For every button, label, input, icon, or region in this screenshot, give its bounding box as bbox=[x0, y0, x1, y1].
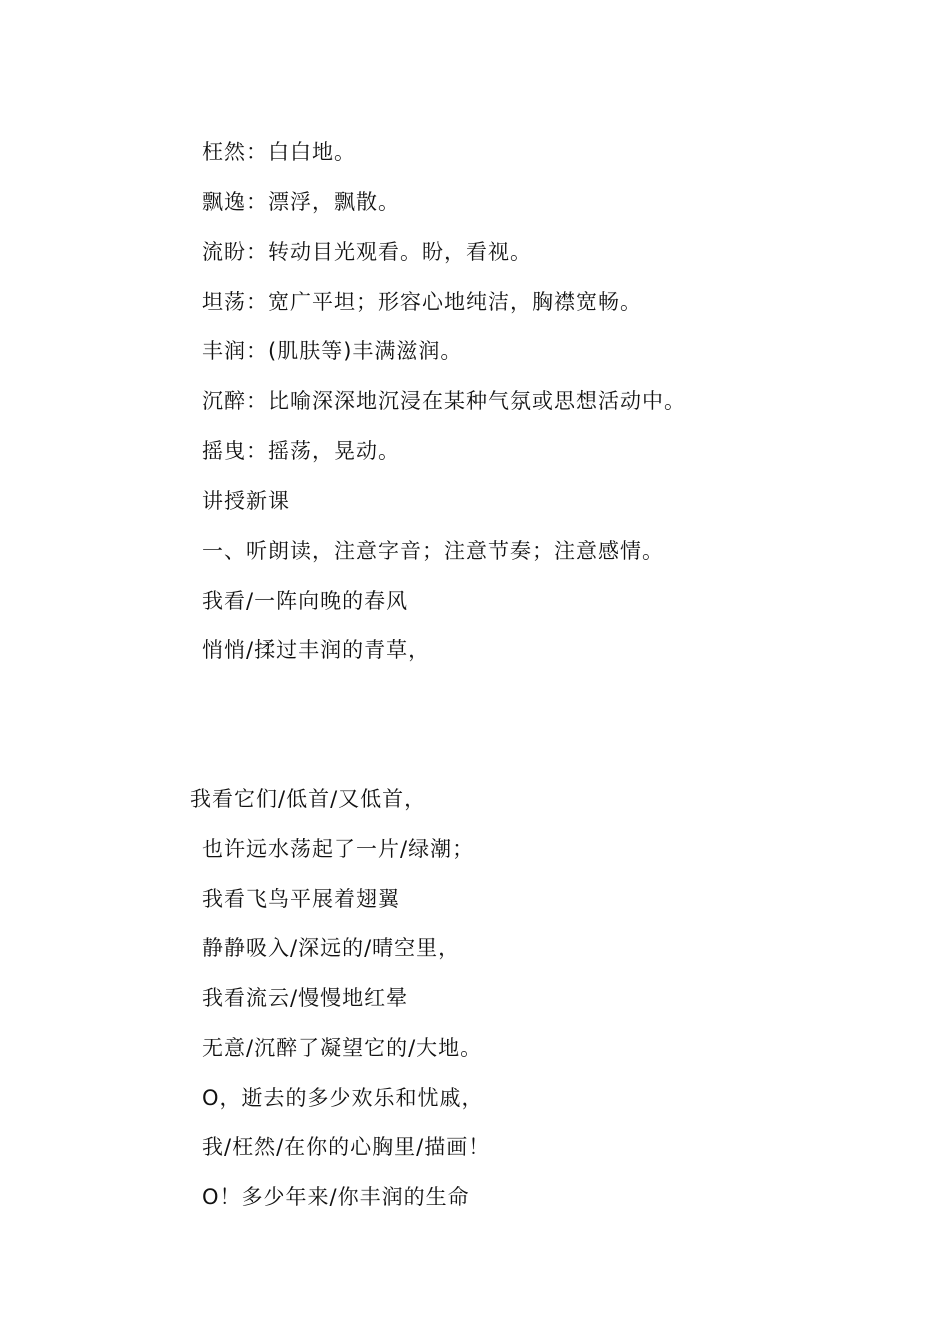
poem-line: 我/枉然/在你的心胸里/描画！ bbox=[202, 1135, 491, 1159]
text-line: 枉然：白白地。 bbox=[202, 140, 356, 164]
poem-line: O！多少年来/你丰润的生命 bbox=[202, 1185, 470, 1209]
poem-line: O，逝去的多少欢乐和忧戚， bbox=[202, 1086, 484, 1110]
text-line: 一、听朗读，注意字音；注意节奏；注意感情。 bbox=[202, 539, 664, 563]
poem-line: 也许远水荡起了一片/绿潮； bbox=[202, 837, 475, 861]
text-line: 沉醉：比喻深深地沉浸在某种气氛或思想活动中。 bbox=[202, 389, 686, 413]
poem-line: 我看它们/低首/又低首， bbox=[190, 787, 427, 811]
text-line: 流盼：转动目光观看。盼，看视。 bbox=[202, 240, 532, 264]
poem-line: 悄悄/揉过丰润的青草， bbox=[202, 638, 431, 662]
poem-line: 我看/一阵向晚的春风 bbox=[202, 589, 409, 613]
text-line: 飘逸：漂浮，飘散。 bbox=[202, 190, 400, 214]
poem-line: 静静吸入/深远的/晴空里， bbox=[202, 936, 461, 960]
text-line: 坦荡：宽广平坦；形容心地纯洁，胸襟宽畅。 bbox=[202, 290, 642, 314]
text-line: 丰润：(肌肤等)丰满滋润。 bbox=[202, 339, 463, 363]
poem-line: 我看流云/慢慢地红晕 bbox=[202, 986, 409, 1010]
section-heading: 讲授新课 bbox=[202, 489, 290, 513]
poem-line: 无意/沉醉了凝望它的/大地。 bbox=[202, 1036, 483, 1060]
poem-line: 我看飞鸟平展着翅翼 bbox=[202, 887, 400, 911]
text-line: 摇曳：摇荡，晃动。 bbox=[202, 439, 400, 463]
